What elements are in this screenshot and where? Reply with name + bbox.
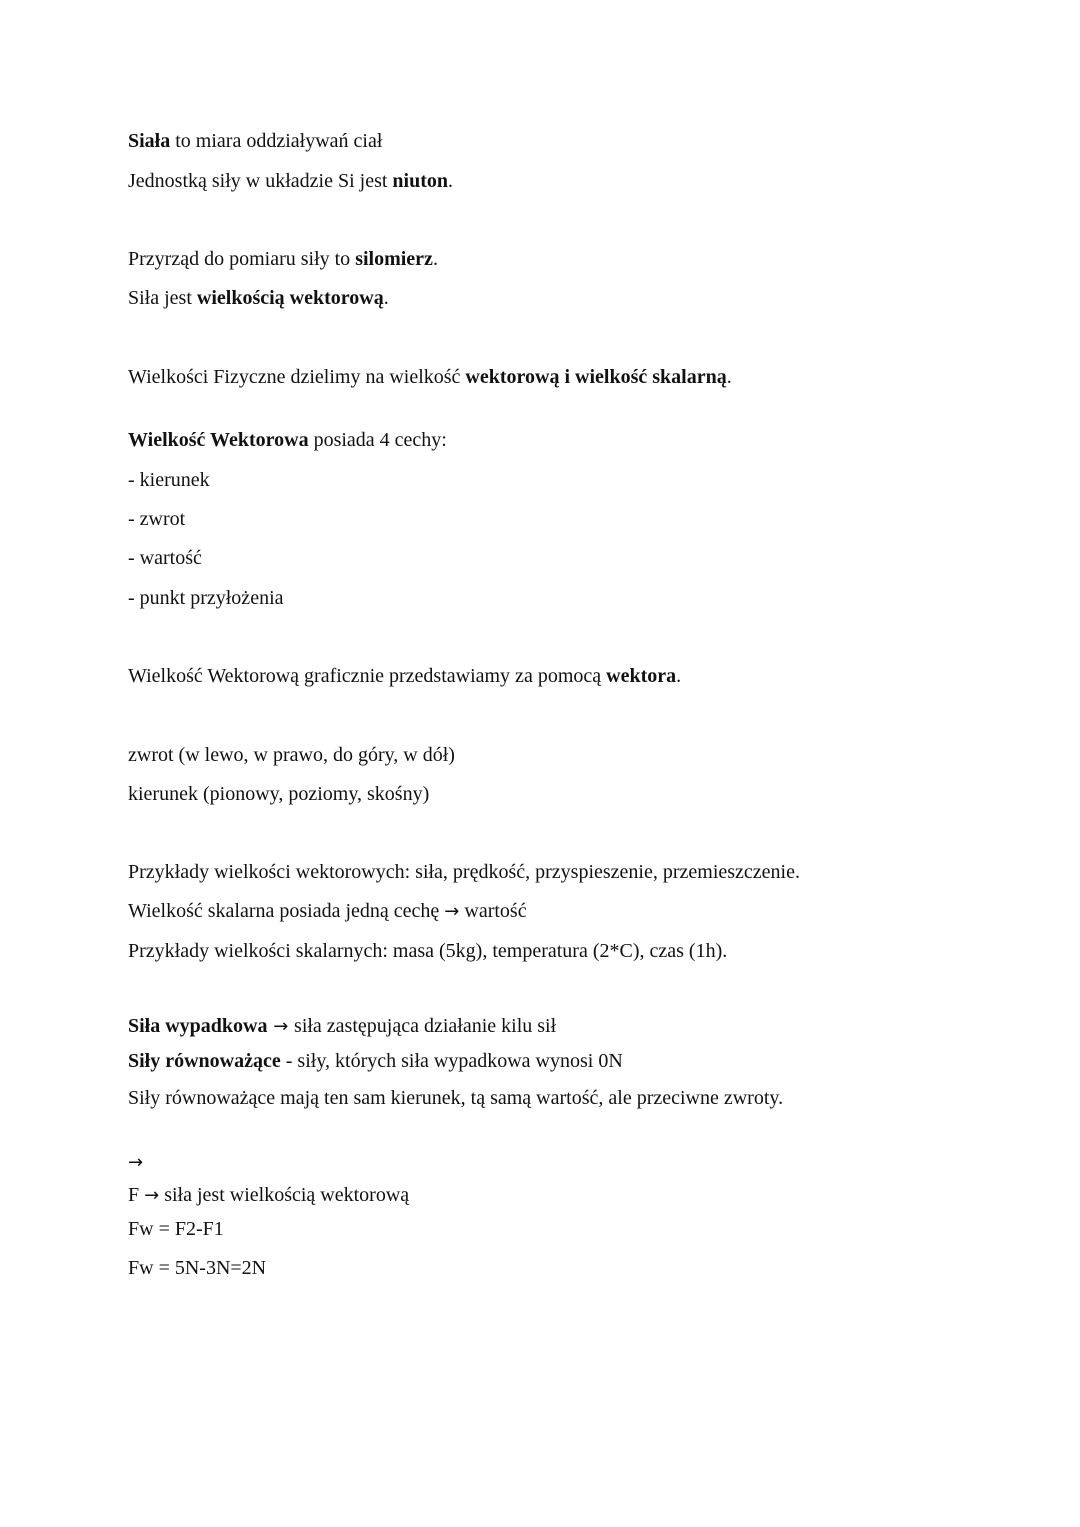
kierunek-line: kierunek (pionowy, poziomy, skośny) (128, 783, 430, 805)
arrow-icon: → (444, 901, 460, 922)
unit-line (128, 169, 453, 193)
list-item-zwrot: - zwrot (128, 508, 186, 530)
zwrot-line: zwrot (w lewo, w prawo, do góry, w dół) (128, 744, 455, 766)
vector-examples-line: Przykłady wielkości wektorowych: siła, prędkość, przyspieszenie, przemieszczenie. (128, 861, 800, 883)
balancing-forces-line (128, 1049, 623, 1073)
scalar-feature-line (128, 899, 527, 924)
arrow-icon: → (144, 1185, 160, 1206)
text: Wielkość Wektorową graficznie przedstawiamy za pomocą (128, 665, 607, 687)
features-heading (128, 428, 447, 452)
text: posiada 4 cechy: (308, 429, 447, 451)
definition-line-force (128, 129, 382, 153)
arrow-icon: → (128, 1152, 144, 1173)
text: Wielkości Fizyczne dzielimy na wielkość (128, 366, 466, 388)
term-vector-scalar: wektorową i wielkość skalarną (465, 366, 727, 388)
instrument-line (128, 247, 438, 271)
term-sila-wypadkowa: Siła wypadkowa (128, 1015, 268, 1037)
balancing-forces-desc: Siły równoważące mają ten sam kierunek, tą samą wartość, ale przeciwne zwroty. (128, 1087, 784, 1109)
text: . (448, 170, 454, 192)
text: . (726, 366, 732, 388)
calculation-line: Fw = 5N-3N=2N (128, 1257, 267, 1279)
term-wektora: wektora (606, 665, 677, 687)
term-sily-rownowazace: Siły równoważące (128, 1050, 281, 1072)
vector-quantity-line (128, 286, 389, 310)
text: to miara oddziaływań ciał (170, 130, 383, 152)
list-item-punkt: - punkt przyłożenia (128, 587, 284, 609)
scalar-examples-line: Przykłady wielkości skalarnych: masa (5kg), temperatura (2*C), czas (1h). (128, 940, 728, 962)
arrow-icon: → (267, 1016, 295, 1037)
text: Przyrząd do pomiaru siły to (128, 248, 356, 270)
formula-line: Fw = F2-F1 (128, 1218, 224, 1240)
vector-arrow-line (128, 1150, 143, 1175)
text: wartość (459, 900, 527, 922)
text: Siła jest (128, 287, 197, 309)
term-wielkosc-wektorowa: wielkością wektorową (196, 287, 384, 309)
term-niuton: niuton (392, 170, 449, 192)
term-sila: Siała (128, 130, 171, 152)
term-wielkosc-wektorowa-heading: Wielkość Wektorowa (128, 429, 309, 451)
force-vector-line (128, 1183, 409, 1208)
text: siła jest wielkością wektorową (159, 1184, 410, 1206)
text: siła zastępująca działanie kilu sił (294, 1015, 557, 1037)
text: . (676, 665, 682, 687)
term-silomierz: silomierz (355, 248, 433, 270)
list-item-kierunek: - kierunek (128, 469, 210, 491)
classification-line (128, 365, 732, 389)
list-item-wartosc: - wartość (128, 547, 202, 569)
text: Wielkość skalarna posiada jedną cechę (128, 900, 445, 922)
text: - siły, których siła wypadkowa wynosi 0N (280, 1050, 623, 1072)
text: Jednostką siły w układzie Si jest (128, 170, 393, 192)
text: F (128, 1184, 145, 1206)
text: . (432, 248, 438, 270)
resultant-force-line (128, 1014, 556, 1039)
text: . (383, 287, 389, 309)
vector-graphic-line (128, 664, 681, 688)
